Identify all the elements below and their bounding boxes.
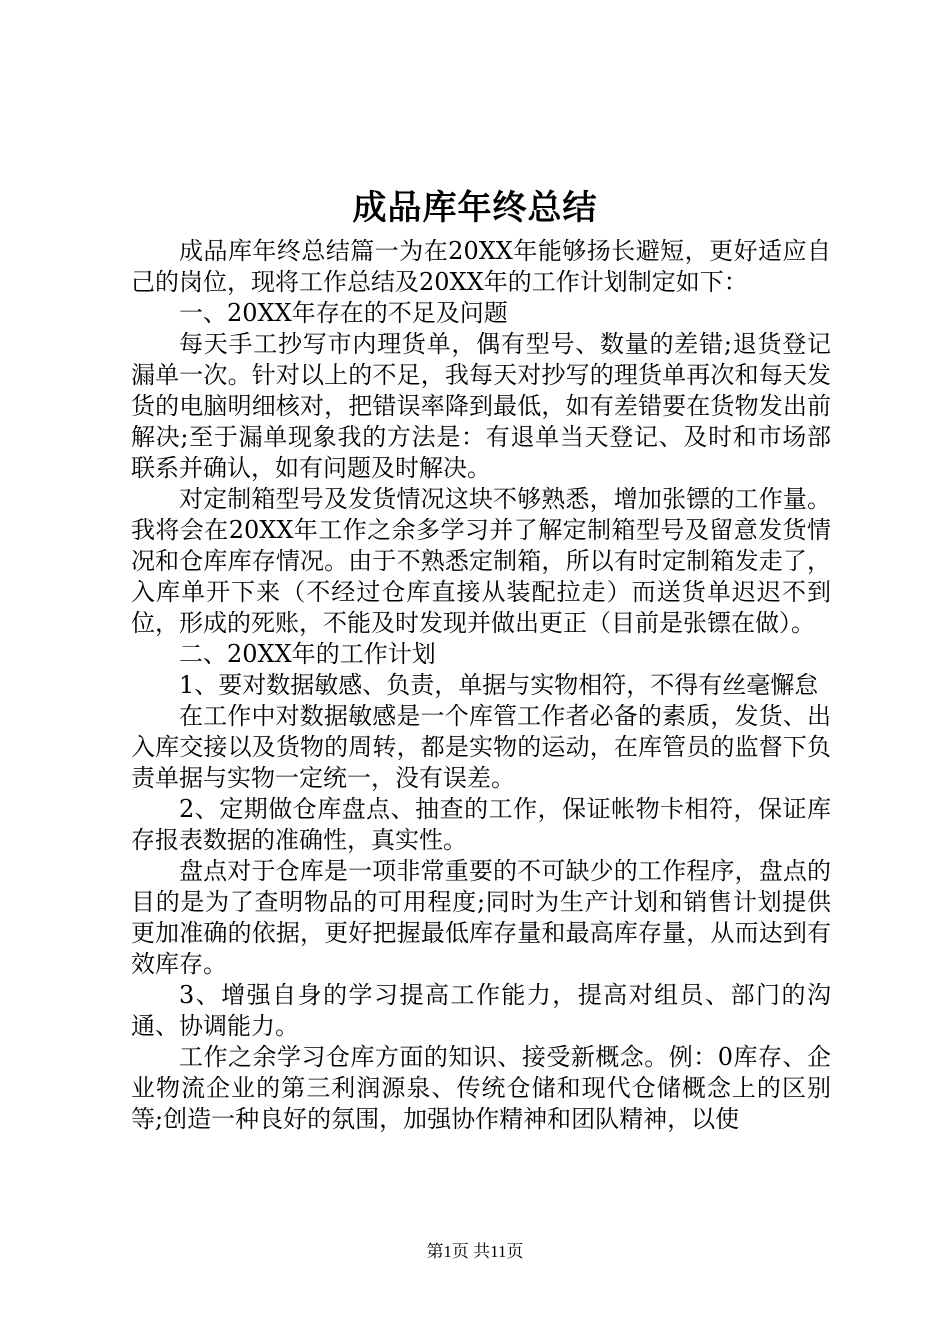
subheading: 2、定期做仓库盘点、抽查的工作，保证帐物卡相符，保证库存报表数据的准确性，真实性。 bbox=[131, 795, 831, 854]
page-number: 第1页 共11页 bbox=[426, 1242, 524, 1261]
paragraph: 盘点对于仓库是一项非常重要的不可缺少的工作程序，盘点的目的是为了查明物品的可用程度;同时为生产计划和销售计划提供更加准确的依据，更好把握最低库存量和最高库存量，从而达到有效库存。 bbox=[131, 857, 831, 978]
subheading: 3、增强自身的学习提高工作能力，提高对组员、部门的沟通、协调能力。 bbox=[131, 981, 831, 1040]
paragraph: 每天手工抄写市内理货单，偶有型号、数量的差错;退货登记漏单一次。针对以上的不足，我每天对抄写的理货单再次和每天发货的电脑明细核对，把错误率降到最低，如有差错要在货物发出前解决;至于漏单现象我的方法是：有退单当天登记、及时和市场部联系并确认，如有问题及时解决。 bbox=[131, 330, 831, 482]
paragraph: 对定制箱型号及发货情况这块不够熟悉，增加张镖的工作量。我将会在20XX年工作之余多学习并了解定制箱型号及留意发货情况和仓库库存情况。由于不熟悉定制箱，所以有时定制箱发走了，入库单开下来（不经过仓库直接从装配拉走）而送货单迟迟不到位，形成的死账，不能及时发现并做出更正（目前是张镖在做）。 bbox=[131, 485, 831, 637]
paragraph: 工作之余学习仓库方面的知识、接受新概念。例：0库存、企业物流企业的第三利润源泉、传统仓储和现代仓储概念上的区别等;创造一种良好的氛围，加强协作精神和团队精神，以使 bbox=[131, 1043, 831, 1133]
paragraph: 在工作中对数据敏感是一个库管工作者必备的素质，发货、出入库交接以及货物的周转，都是实物的运动，在库管员的监督下负责单据与实物一定统一，没有误差。 bbox=[131, 702, 831, 792]
paragraph: 成品库年终总结篇一为在20XX年能够扬长避短，更好适应自己的岗位，现将工作总结及20XX年的工作计划制定如下： bbox=[131, 237, 831, 296]
section-heading: 一、20XX年存在的不足及问题 bbox=[179, 299, 508, 327]
section-heading: 二、20XX年的工作计划 bbox=[179, 640, 436, 668]
document-title: 成品库年终总结 bbox=[352, 188, 598, 228]
document-body bbox=[131, 236, 831, 1135]
subheading: 1、要对数据敏感、负责，单据与实物相符，不得有丝毫懈怠 bbox=[179, 671, 819, 699]
